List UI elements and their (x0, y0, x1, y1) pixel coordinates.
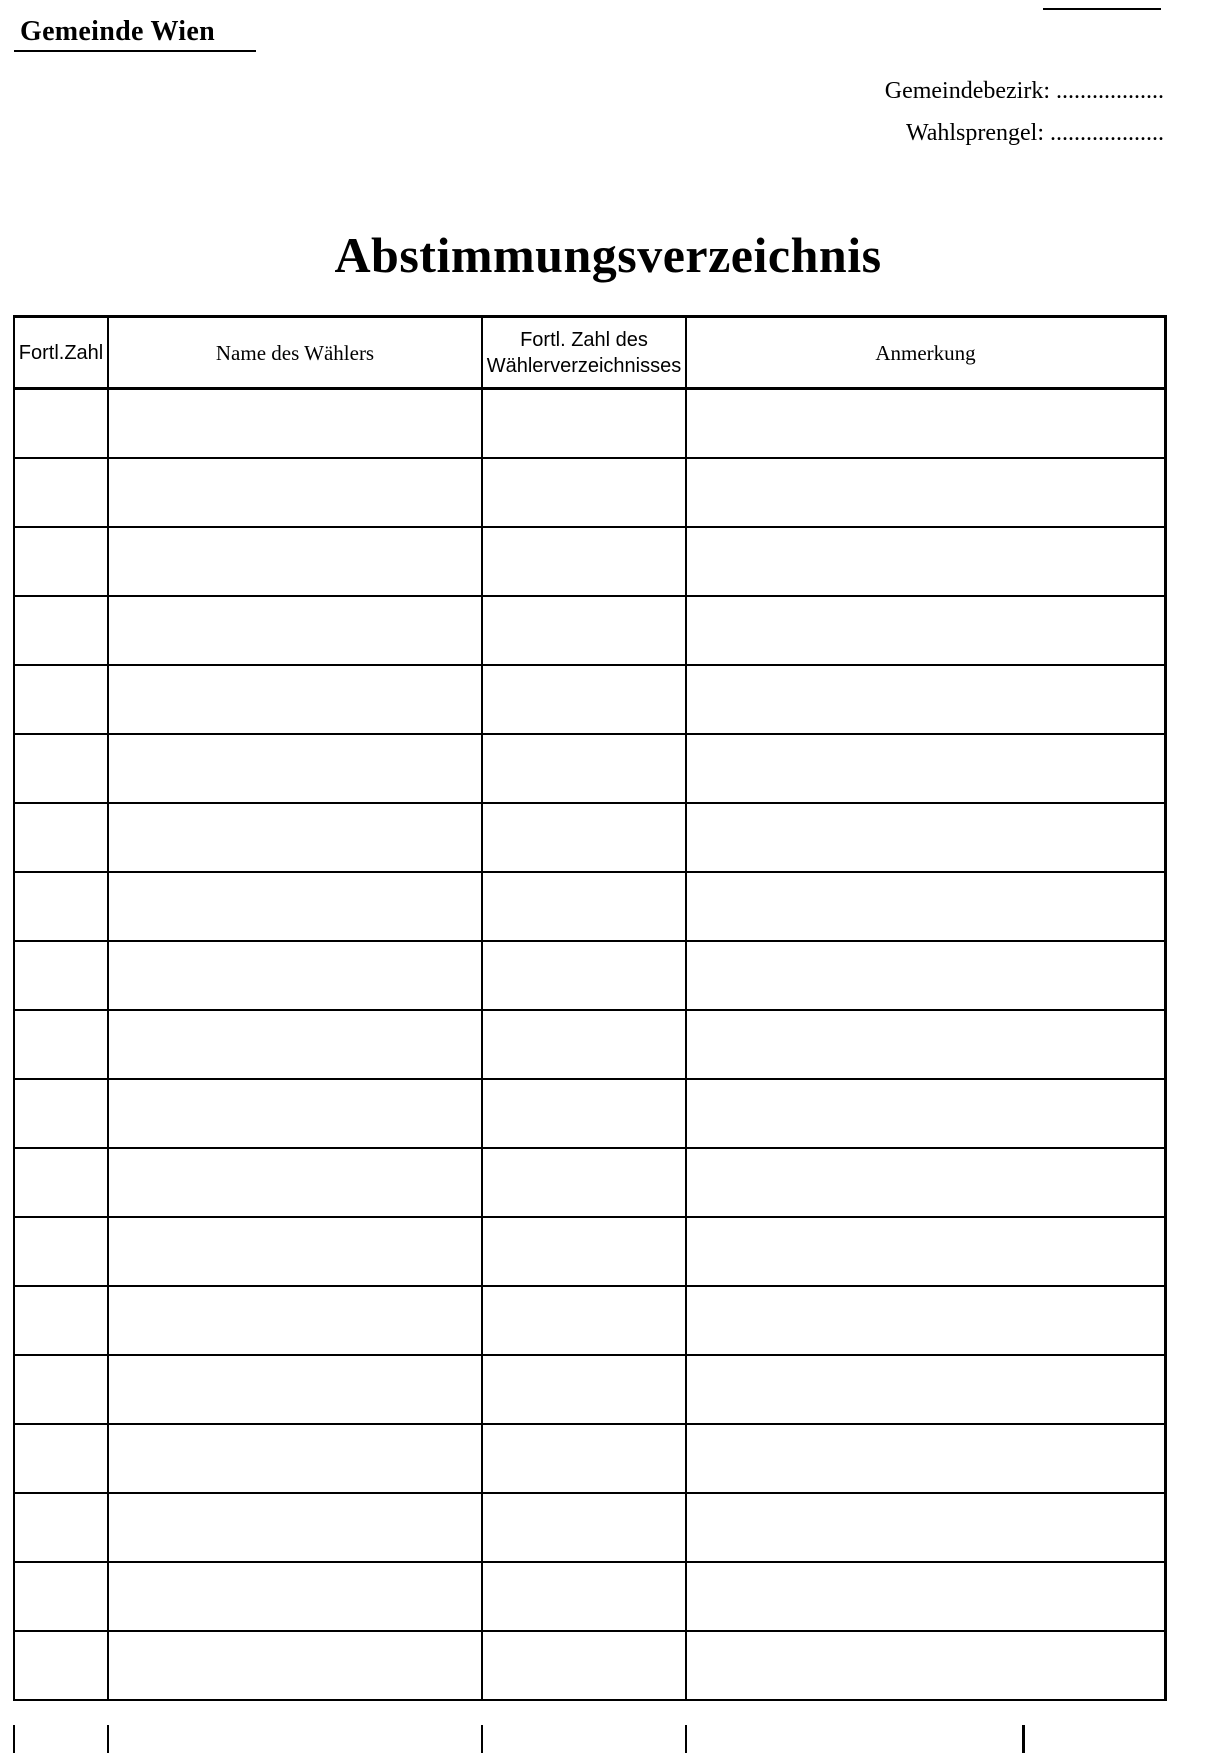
cell-remark[interactable] (686, 1493, 1166, 1562)
table-row (14, 1148, 1166, 1217)
cell-voter-name[interactable] (108, 1355, 482, 1424)
cell-voter-name[interactable] (108, 1148, 482, 1217)
cell-voter-name[interactable] (108, 803, 482, 872)
cell-voter-name[interactable] (108, 1562, 482, 1631)
cell-remark[interactable] (686, 1286, 1166, 1355)
district-precinct-block (885, 70, 1164, 154)
column-header-voter-name: Name des Wählers (108, 317, 482, 389)
column-header-voter-list-number: Fortl. Zahl des Wählerverzeichnisses (482, 317, 686, 389)
cell-voter-list-number[interactable] (482, 458, 686, 527)
district-label: Gemeindebezirk: (884, 78, 1050, 104)
table-row (14, 941, 1166, 1010)
cell-serial-number[interactable] (14, 734, 108, 803)
cell-serial-number[interactable] (14, 1286, 108, 1355)
cell-serial-number[interactable] (14, 1217, 108, 1286)
cell-serial-number[interactable] (14, 389, 108, 459)
cell-serial-number[interactable] (14, 665, 108, 734)
cell-voter-list-number[interactable] (482, 803, 686, 872)
table-body (14, 389, 1166, 1701)
cell-remark[interactable] (686, 734, 1166, 803)
cell-serial-number[interactable] (14, 1355, 108, 1424)
cell-remark[interactable] (686, 1217, 1166, 1286)
cell-serial-number[interactable] (14, 1631, 108, 1700)
cell-serial-number[interactable] (14, 527, 108, 596)
cell-remark[interactable] (686, 596, 1166, 665)
cell-voter-name[interactable] (108, 1079, 482, 1148)
cell-voter-list-number[interactable] (482, 389, 686, 459)
cell-remark[interactable] (686, 1562, 1166, 1631)
cell-voter-name[interactable] (108, 1217, 482, 1286)
municipality-heading: Gemeinde Wien (14, 16, 256, 52)
cell-voter-list-number[interactable] (482, 1217, 686, 1286)
cell-serial-number[interactable] (14, 941, 108, 1010)
cell-serial-number[interactable] (14, 1079, 108, 1148)
cell-voter-list-number[interactable] (482, 1631, 686, 1700)
cell-serial-number[interactable] (14, 1562, 108, 1631)
voting-register-table (13, 315, 1167, 1701)
cell-remark[interactable] (686, 458, 1166, 527)
table-row (14, 1010, 1166, 1079)
cell-serial-number[interactable] (14, 1493, 108, 1562)
cell-remark[interactable] (686, 872, 1166, 941)
tail-divider (481, 1725, 483, 1753)
cell-voter-list-number[interactable] (482, 1079, 686, 1148)
table-row (14, 1217, 1166, 1286)
cell-remark[interactable] (686, 941, 1166, 1010)
cell-voter-name[interactable] (108, 527, 482, 596)
cell-remark[interactable] (686, 665, 1166, 734)
cell-remark[interactable] (686, 1355, 1166, 1424)
cell-remark[interactable] (686, 389, 1166, 459)
cell-voter-list-number[interactable] (482, 1010, 686, 1079)
cell-serial-number[interactable] (14, 1424, 108, 1493)
cell-serial-number[interactable] (14, 1148, 108, 1217)
precinct-field (885, 112, 1164, 154)
table-row (14, 1355, 1166, 1424)
precinct-value[interactable]: ................... (1050, 120, 1164, 146)
cell-serial-number[interactable] (14, 596, 108, 665)
tail-divider (685, 1725, 687, 1753)
cell-serial-number[interactable] (14, 458, 108, 527)
cell-remark[interactable] (686, 1010, 1166, 1079)
table-row (14, 1493, 1166, 1562)
table-row (14, 872, 1166, 941)
cell-remark[interactable] (686, 1424, 1166, 1493)
cell-voter-list-number[interactable] (482, 1286, 686, 1355)
table-row (14, 1079, 1166, 1148)
table-row (14, 734, 1166, 803)
cell-voter-name[interactable] (108, 1631, 482, 1700)
tail-divider (107, 1725, 109, 1753)
cell-voter-name[interactable] (108, 941, 482, 1010)
table-row (14, 1286, 1166, 1355)
cell-remark[interactable] (686, 1148, 1166, 1217)
cell-voter-name[interactable] (108, 1286, 482, 1355)
table-header-row (14, 317, 1166, 389)
document-title: Abstimmungsverzeichnis (334, 227, 882, 283)
cell-voter-list-number[interactable] (482, 1355, 686, 1424)
precinct-label: Wahlsprengel: (905, 120, 1044, 146)
tail-divider (13, 1725, 15, 1753)
cell-voter-name[interactable] (108, 665, 482, 734)
cell-remark[interactable] (686, 527, 1166, 596)
cell-voter-name[interactable] (108, 1424, 482, 1493)
cell-serial-number[interactable] (14, 803, 108, 872)
table-row (14, 527, 1166, 596)
table-row (14, 596, 1166, 665)
cell-voter-name[interactable] (108, 458, 482, 527)
column-header-serial-number: Fortl.Zahl (14, 317, 108, 389)
cell-voter-name[interactable] (108, 734, 482, 803)
table-row (14, 389, 1166, 459)
cell-serial-number[interactable] (14, 1010, 108, 1079)
cell-serial-number[interactable] (14, 872, 108, 941)
table-row (14, 803, 1166, 872)
table-continuation (13, 1725, 1167, 1753)
cell-voter-list-number[interactable] (482, 872, 686, 941)
table-row (14, 1631, 1166, 1700)
cell-voter-name[interactable] (108, 389, 482, 459)
table-row (14, 1424, 1166, 1493)
cell-voter-name[interactable] (108, 1493, 482, 1562)
district-value[interactable]: .................. (1056, 78, 1164, 104)
cell-voter-list-number[interactable] (482, 527, 686, 596)
cell-voter-name[interactable] (108, 1010, 482, 1079)
table-row (14, 458, 1166, 527)
table-row (14, 1562, 1166, 1631)
column-header-remark: Anmerkung (686, 317, 1166, 389)
cell-remark[interactable] (686, 1631, 1166, 1700)
cell-voter-list-number[interactable] (482, 1424, 686, 1493)
cell-voter-list-number[interactable] (482, 1148, 686, 1217)
cell-voter-list-number[interactable] (482, 596, 686, 665)
top-right-page-mark (1043, 0, 1161, 10)
cell-voter-name[interactable] (108, 872, 482, 941)
cell-remark[interactable] (686, 1079, 1166, 1148)
district-field (885, 70, 1164, 112)
cell-voter-list-number[interactable] (482, 665, 686, 734)
table-row (14, 665, 1166, 734)
cell-remark[interactable] (686, 803, 1166, 872)
cell-voter-list-number[interactable] (482, 1562, 686, 1631)
cell-voter-list-number[interactable] (482, 1493, 686, 1562)
cell-voter-name[interactable] (108, 596, 482, 665)
cell-voter-list-number[interactable] (482, 941, 686, 1010)
cell-voter-list-number[interactable] (482, 734, 686, 803)
tail-divider (1022, 1725, 1025, 1753)
